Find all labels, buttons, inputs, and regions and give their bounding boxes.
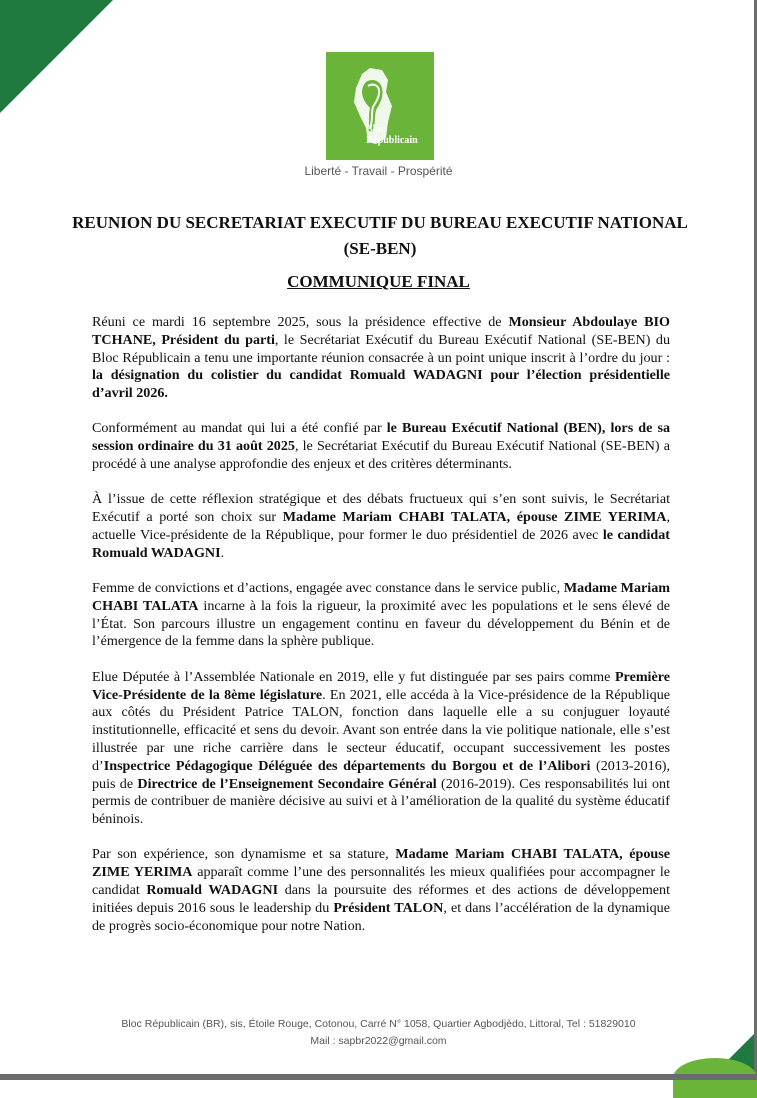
paragraph-2: Conformément au mandat qui lui a été confié par le Bureau Exécutif National (BEN), lors de sa session ordinaire du 31 août 2025, le Secrétariat Exécutif du Bureau Exécutif National (SE-BEN) a procédé à une analyse approfondie des enjeux et des critères déterminants. [92,420,670,473]
paragraph-3: À l’issue de cette réflexion stratégique et des débats fructueux qui s’en sont suivis, le Secrétariat Exécutif a porté son choix sur Madame Mariam CHABI TALATA, épouse ZIME YERIMA, actuelle Vice-présidente de la République, pour former le duo présidentiel de 2026 avec le candidat Romuald WADAGNI. [92,491,670,561]
communique-body [92,314,670,953]
communique-heading: COMMUNIQUE FINAL [287,272,470,291]
footer-mail: Mail : sapbr2022@gmail.com [310,1035,447,1047]
paragraph-4: Femme de convictions et d’actions, engagée avec constance dans le service public, Madame Mariam CHABI TALATA incarne à la fois la rigueur, la proximité avec les populations et le sens élevé de l’État. Son parcours illustre un engagement continu en faveur du développement du Bénin et de l’émergence de la femme dans la sphère publique. [92,580,671,650]
logo-label-line2: Républicain [366,135,418,146]
logo-label [366,124,418,146]
corner-decoration-top-left [0,0,113,113]
paragraph-5: Elue Députée à l’Assemblée Nationale en 2019, elle y fut distinguée par ses pairs comme Première Vice-Présidente de la 8ème législature. En 2021, elle accéda à la Vice-présidence de la République aux côtés du Président Patrice TALON, fonction dans laquelle elle a su conjuguer loyauté institutionnelle, efficacité et sens du devoir. Avant son entrée dans la vie politique nationale, elle s’est illustrée par une riche carrière dans le secteur éducatif, occupant successivement les postes d’Inspectrice Pédagogique Déléguée des départements du Borgou et de l’Alibori (2013-2016), puis de Directrice de l’Enseignement Secondaire Général (2016-2019). Ces responsabilités lui ont permis de contribuer de manière décisive au suivi et à l’amélioration de la qualité du système éducatif béninois. [92,668,670,828]
paragraph-6: Par son expérience, son dynamisme et sa stature, Madame Mariam CHABI TALATA, épouse ZIME YERIMA apparaît comme l’une des personnalités les mieux qualifiées pour accompagner le candidat Romuald WADAGNI dans la poursuite des réformes et des actions de développement initiées depuis 2016 sous le leadership du Président TALON, et dans l’accélération de la dynamique de progrès socio-économique pour notre Nation. [92,846,671,934]
bloc-republicain-logo [326,52,434,160]
page-edge-bottom [0,1074,757,1080]
footer-address: Bloc Républicain (BR), sis, Étoile Rouge, Cotonou, Carré N° 1058, Quartier Agbodjèdo, Littoral, Tel : 51829010 [121,1018,636,1030]
logo-label-line1: Bloc [366,124,385,135]
paragraph-1: Réuni ce mardi 16 septembre 2025, sous la présidence effective de Monsieur Abdoulaye BIO TCHANE, Président du parti, le Secrétariat Exécutif du Bureau Exécutif National (SE-BEN) du Bloc Républicain a tenu une importante réunion consacrée à un point unique inscrit à l’ordre du jour : la désignation du colistier du candidat Romuald WADAGNI pour l’élection présidentielle d’avril 2026. [92,314,670,402]
party-motto: Liberté - Travail - Prospérité [304,164,453,178]
page-footer [0,1016,757,1050]
page-title: REUNION DU SECRETARIAT EXECUTIF DU BUREAU EXECUTIF NATIONAL (SE-BEN) [72,213,688,258]
